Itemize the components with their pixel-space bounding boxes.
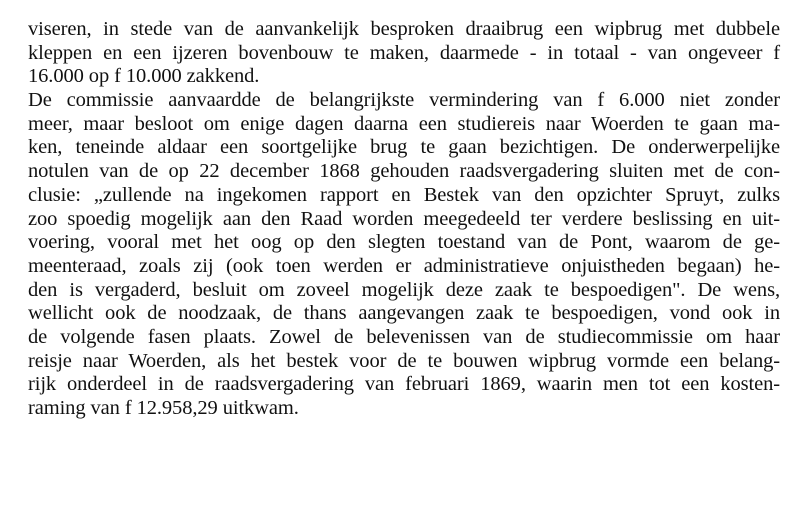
text-line: voering, vooral met het oog op den slegten toestand van de Pont, waarom de ge- bbox=[28, 231, 780, 254]
text-line: 16.000 op f 10.000 zakkend. bbox=[28, 65, 260, 88]
text-line: raming van f 12.958,29 uitkwam. bbox=[28, 397, 299, 419]
text-line: De commissie aanvaardde de belangrijkste vermindering van f 6.000 niet zonder bbox=[28, 89, 780, 112]
text-line: clusie: „zullende na ingekomen rapport en Bestek van den opzichter Spruyt, zulks bbox=[28, 183, 780, 206]
text-line: viseren, in stede van de aanvankelijk besproken draaibrug een wipbrug met dubbele bbox=[28, 18, 780, 40]
text-line: notulen van de op 22 december 1868 gehouden raadsvergadering sluiten met de con- bbox=[28, 160, 780, 183]
text-line: meenteraad, zoals zij (ook toen werden er administratieve onjuistheden begaan) he- bbox=[28, 254, 780, 277]
text-line: reisje naar Woerden, als het bestek voor de te bouwen wipbrug vormde een belang- bbox=[28, 349, 780, 372]
body-text bbox=[28, 18, 780, 421]
text-line: den is vergaderd, besluit om zoveel mogelijk deze zaak te bespoedigen". De wens, bbox=[28, 278, 780, 301]
text-line: rijk onderdeel in de raadsvergadering van februari 1869, waarin men tot een kosten- bbox=[28, 373, 780, 396]
text-line: meer, maar besloot om enige dagen daarna een studiereis naar Woerden te gaan ma- bbox=[28, 112, 780, 135]
text-line: de volgende fasen plaats. Zowel de belevenissen van de studiecommissie om haar bbox=[28, 325, 780, 348]
text-line: ken, teneinde aldaar een soortgelijke brug te gaan bezichtigen. De onderwerpelijke bbox=[28, 136, 780, 159]
text-line: zoo spoedig mogelijk aan den Raad worden meegedeeld ter verdere beslissing en uit- bbox=[28, 207, 780, 230]
text-line: kleppen en een ijzeren bovenbouw te maken, daarmede - in totaal - van ongeveer f bbox=[28, 41, 780, 64]
text-line: wellicht ook de noodzaak, de thans aangevangen zaak te bespoedigen, vond ook in bbox=[28, 302, 780, 325]
